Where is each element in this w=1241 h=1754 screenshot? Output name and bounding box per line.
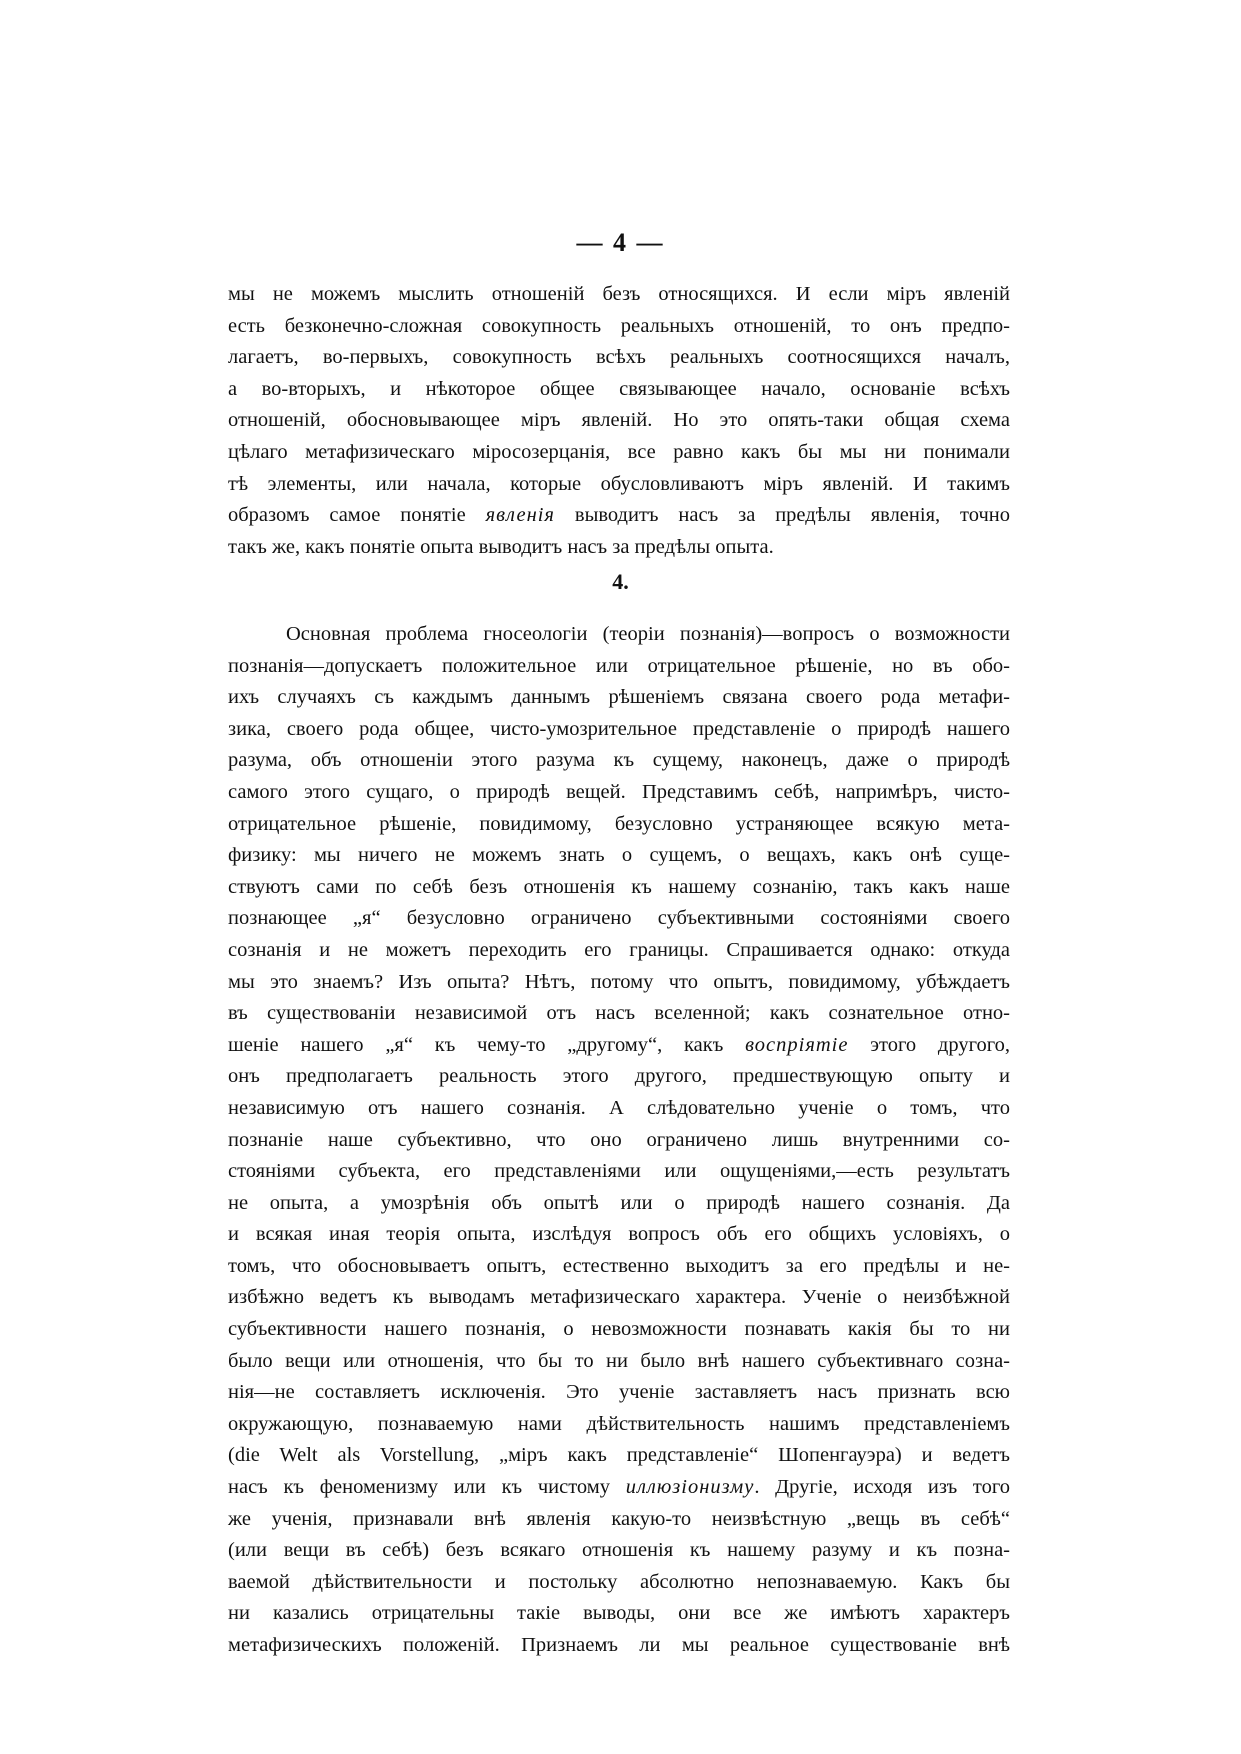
text-segment: насъ къ феноменизму или къ чистому bbox=[228, 1476, 626, 1499]
text-segment: этого другого, bbox=[848, 1033, 1010, 1056]
emphasized-word: явленiя bbox=[485, 504, 555, 527]
text-line: (или вещи въ себѣ) безъ всякаго отношенiя къ нашему разуму и къ позна- bbox=[228, 1539, 1010, 1562]
text-line bbox=[228, 500, 1010, 532]
text-line: отрицательное рѣшенiе, повидимому, безусловно устраняющее всякую мета- bbox=[228, 812, 1010, 835]
paragraph-continuation bbox=[228, 279, 1010, 563]
text-line: физику: мы ничего не можемъ знать о сущемъ, о вещахъ, какъ онѣ суще- bbox=[228, 844, 1010, 867]
text-line: въ существованiи независимой отъ насъ вселенной; какъ сознательное отно- bbox=[228, 1002, 1010, 1025]
text-line: независимую отъ нашего сознанiя. А слѣдовательно ученiе о томъ, что bbox=[228, 1096, 1010, 1119]
paragraph-section-4 bbox=[228, 619, 1010, 1662]
page-number: — 4 — bbox=[576, 228, 665, 257]
text-segment: . Другiе, исходя изъ того bbox=[754, 1476, 1011, 1499]
text-line: нiя—не составляетъ исключенiя. Это ученiе заставляетъ насъ признать всю bbox=[228, 1381, 1010, 1404]
text-segment: образомъ самое понятiе bbox=[228, 504, 486, 527]
text-line: окружающую, познаваемую нами дѣйствительность нашимъ представленiемъ bbox=[228, 1412, 1010, 1435]
emphasized-word: воспрiятiе bbox=[745, 1033, 849, 1056]
text-line: такъ же, какъ понятiе опыта выводитъ насъ за предѣлы опыта. bbox=[228, 535, 774, 558]
text-line: самого этого сущаго, о природѣ вещей. Представимъ себѣ, напримѣръ, чисто- bbox=[228, 780, 1010, 803]
text-line: есть безконечно-сложная совокупность реальныхъ отношенiй, то онъ предпо- bbox=[228, 314, 1010, 337]
text-line bbox=[228, 1030, 1010, 1062]
text-line: стоянiями субъекта, его представленiями или ощущенiями,—есть результатъ bbox=[228, 1160, 1010, 1183]
text-line: тѣ элементы, или начала, которые обусловливаютъ мiръ явленiй. И такимъ bbox=[228, 472, 1010, 495]
text-line: отношенiй, обосновывающее мiръ явленiй. Но это опять-таки общая схема bbox=[228, 409, 1010, 432]
text-line: избѣжно ведетъ къ выводамъ метафизическаго характера. Ученiе о неизбѣжной bbox=[228, 1286, 1010, 1309]
text-segment: шенiе нашего „я“ къ чему-то „другому“, какъ bbox=[228, 1033, 746, 1056]
text-line: познающее „я“ безусловно ограничено субъективными состоянiями своего bbox=[228, 907, 1010, 930]
text-line: зика, своего рода общее, чисто-умозрительное представленiе о природѣ нашего bbox=[228, 717, 1010, 740]
text-line: было вещи или отношенiя, что бы то ни было внѣ нашего субъективнаго созна- bbox=[228, 1349, 1010, 1372]
text-line: познанiя—допускаетъ положительное или отрицательное рѣшенiе, но въ обо- bbox=[228, 654, 1010, 677]
text-line: ни казались отрицательны такiе выводы, они все же имѣютъ характеръ bbox=[228, 1602, 1010, 1625]
text-line: же ученiя, признавали внѣ явленiя какую-то неизвѣстную „вещь въ себѣ“ bbox=[228, 1507, 1010, 1530]
text-line: и всякая иная теорiя опыта, изслѣдуя вопросъ объ его общихъ условiяхъ, о bbox=[228, 1223, 1010, 1246]
text-line: мы не можемъ мыслить отношенiй безъ относящихся. И если мiръ явленiй bbox=[228, 283, 1010, 305]
text-line: Основная проблема гносеологiи (теорiи познанiя)—вопросъ о возможности bbox=[286, 623, 1010, 645]
text-line: а во-вторыхъ, и нѣкоторое общее связывающее начало, основанiе всѣхъ bbox=[228, 377, 1010, 400]
text-line bbox=[228, 1472, 1010, 1504]
text-line: ствуютъ сами по себѣ безъ отношенiя къ нашему сознанiю, такъ какъ наше bbox=[228, 875, 1010, 898]
text-line: цѣлаго метафизическаго мiросозерцанiя, все равно какъ бы мы ни понимали bbox=[228, 440, 1010, 463]
text-line: ихъ случаяхъ съ каждымъ даннымъ рѣшенiемъ связана своего рода метафи- bbox=[228, 686, 1010, 709]
text-line: (die Welt als Vorstellung, „мiръ какъ представленiе“ Шопенгауэра) и ведетъ bbox=[228, 1444, 1010, 1467]
text-line: разума, объ отношенiи этого разума къ сущему, наконецъ, даже о природѣ bbox=[228, 749, 1010, 772]
text-line: субъективности нашего познанiя, о невозможности познавать какiя бы то ни bbox=[228, 1318, 1010, 1341]
section-number: 4. bbox=[612, 569, 629, 594]
text-line: сознанiя и не можетъ переходить его границы. Спрашивается однако: откуда bbox=[228, 938, 1010, 961]
text-line: томъ, что обосновываетъ опытъ, естественно выходитъ за его предѣлы и не- bbox=[228, 1254, 1010, 1277]
text-line: метафизическихъ положенiй. Признаемъ ли мы реальное существованiе внѣ bbox=[228, 1634, 1010, 1656]
text-line: не опыта, а умозрѣнiя объ опытѣ или о природѣ нашего сознанiя. Да bbox=[228, 1191, 1010, 1214]
text-line: мы это знаемъ? Изъ опыта? Нѣтъ, потому что опытъ, повидимому, убѣждаетъ bbox=[228, 970, 1010, 993]
text-line: лагаетъ, во-первыхъ, совокупность всѣхъ реальныхъ соотносящихся началъ, bbox=[228, 346, 1010, 369]
text-line: онъ предполагаетъ реальность этого другого, предшествующую опыту и bbox=[228, 1065, 1010, 1088]
emphasized-word: иллюзiонизму bbox=[625, 1476, 755, 1499]
text-line: ваемой дѣйствительности и постольку абсолютно непознаваемую. Какъ бы bbox=[228, 1570, 1010, 1593]
text-segment: выводитъ насъ за предѣлы явленiя, точно bbox=[554, 504, 1010, 527]
text-line: познанiе наше субъективно, что оно ограничено лишь внутренними со- bbox=[228, 1128, 1010, 1151]
